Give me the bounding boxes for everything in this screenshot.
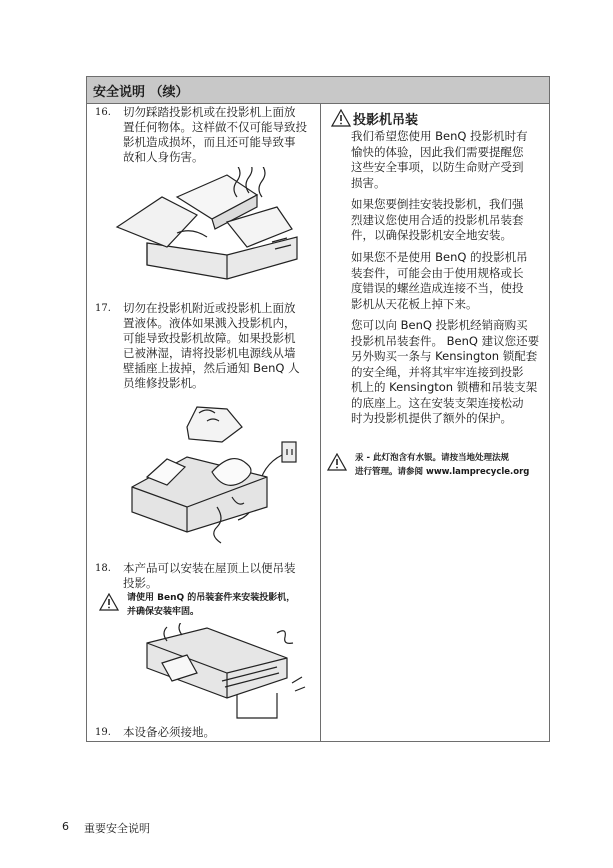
- mercury-warning: 汞 - 此灯泡含有水银。请按当地处理法规 进行管理。请参阅 www.lamprecycle.org: [355, 453, 530, 477]
- spilled-liquid-illustration: [127, 397, 307, 562]
- safety-table: [86, 76, 550, 742]
- item-text: 本设备必须接地。: [123, 725, 215, 739]
- ceiling-mount-illustration: [127, 623, 307, 723]
- paragraph: 我们希望您使用 BenQ 投影机时有 愉快的体验，因此我们需要提醒您 这些安全事项，以防生命财产受到 损害。: [351, 129, 528, 190]
- paragraph: 您可以向 BenQ 投影机经销商购买 投影机吊装套件。 BenQ 建议您还要 另外购买一条与 Kensington 锁配套 的安全绳，并将其牢牢连接到投影 机上的 Kensington 锁槽和吊装支架 的底座上。这在安装支架连接松动 时为投影机提供了额外的保护。: [351, 318, 540, 425]
- warning-icon: [331, 109, 351, 127]
- section-title: 安全说明 （续）: [93, 85, 189, 100]
- ceiling-mount-heading: 投影机吊装: [353, 113, 419, 128]
- column-divider: [320, 103, 321, 741]
- paragraph: 如果您不是使用 BenQ 的投影机吊 装套件，可能会由于使用规格或长 度错误的螺丝造成连接不当，使投 影机从天花板上掉下来。: [351, 250, 528, 311]
- item-text: 本产品可以安装在屋顶上以便吊装 投影。: [123, 561, 296, 590]
- item-number: 17.: [95, 303, 111, 314]
- item-number: 16.: [95, 107, 111, 118]
- footer-section: 重要安全说明: [84, 822, 150, 835]
- ceiling-mount-warning: 请使用 BenQ 的吊装套件来安装投影机， 并确保安装牢固。: [127, 593, 296, 617]
- page-number: 6: [62, 820, 69, 833]
- warning-icon: [327, 453, 347, 471]
- warning-icon: [99, 593, 119, 611]
- item-number: 19.: [95, 727, 111, 738]
- stacked-objects-illustration: [107, 167, 307, 282]
- item-number: 18.: [95, 563, 111, 574]
- table-header: [87, 77, 549, 104]
- item-text: 切勿踩踏投影机或在投影机上面放 置任何物体。这样做不仅可能导致投 影机造成损坏，而且还可能导致事 故和人身伤害。: [123, 105, 307, 164]
- item-text: 切勿在投影机附近或投影机上面放 置液体。液体如果溅入投影机内， 可能导致投影机故障。如果投影机 已被淋湿，请将投影机电源线从墙 壁插座上拔掉，然后通知 BenQ 人 员维修投影机。: [123, 301, 300, 390]
- paragraph: 如果您要倒挂安装投影机，我们强 烈建议您使用合适的投影机吊装套 件，以确保投影机安全地安装。: [351, 197, 524, 242]
